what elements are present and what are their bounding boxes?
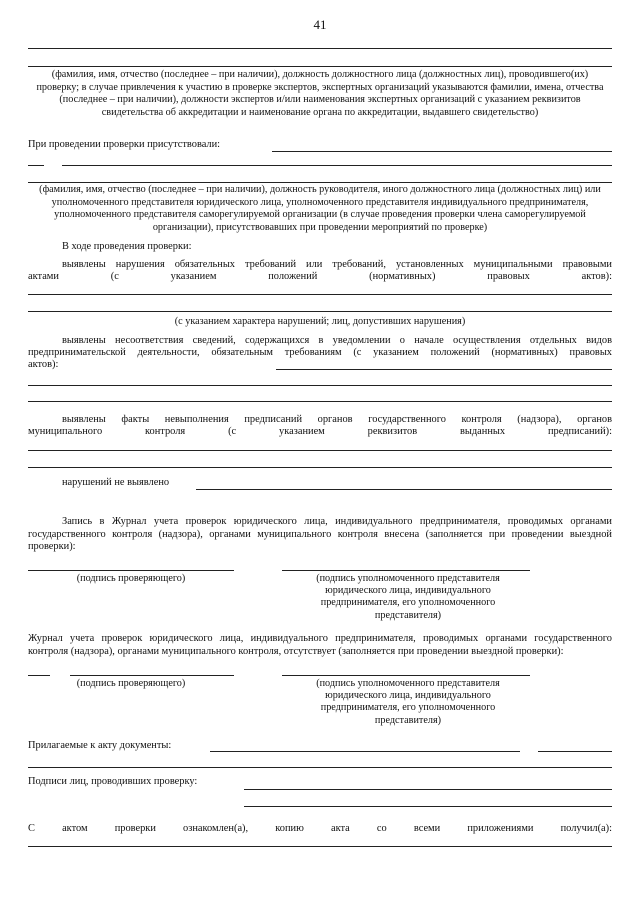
fill-line[interactable] xyxy=(210,751,520,752)
fill-line[interactable] xyxy=(276,369,612,370)
fill-line[interactable] xyxy=(28,182,612,183)
signature-line[interactable] xyxy=(244,806,612,807)
inconsistencies-text-line2: предпринимательской деятельности, обязательным требованиям (с указанием положений (нормативных) правовых xyxy=(28,347,612,358)
no-violations-label: нарушений не выявлено xyxy=(62,477,170,488)
fill-line[interactable] xyxy=(28,294,612,295)
prescriptions-text-line2: муниципального контроля (с указанием реквизитов выданных предписаний): xyxy=(28,426,612,437)
signature-line[interactable] xyxy=(28,570,234,571)
sign-inspector-caption: (подпись проверяющего) xyxy=(76,573,186,584)
caption-inspectors: (фамилия, имя, отчество (последнее – при наличии), должность должностного лица (должностных лиц), проводившего(их) проверку; в случае привлечения к участию в проверке экспертов, экспертных организаций указываются фамилии, имена, отчества (последнее – при наличии), должности экспертов и/или наименования экспертных организаций с указанием реквизитов свидетельства об аккредитации и наименование органа по аккредитации, выдавшего свидетельство) xyxy=(36,69,604,118)
fill-line[interactable] xyxy=(28,385,612,386)
fill-line[interactable] xyxy=(28,401,612,402)
fill-line[interactable] xyxy=(28,846,612,847)
acquainted-text: С актом проверки ознакомлен(а), копию акта со всеми приложениями получил(а): xyxy=(28,823,612,834)
signature-line[interactable] xyxy=(282,675,530,676)
attached-documents-label: Прилагаемые к акту документы: xyxy=(28,740,172,751)
inconsistencies-text-line1: выявлены несоответствия сведений, содержащихся в уведомлении о начале осуществления отдельных видов xyxy=(62,335,612,346)
fill-line[interactable] xyxy=(28,48,612,49)
sign-representative-caption: (подпись уполномоченного представителя юридического лица, индивидуального предпринимателя, его уполномоченного представителя) xyxy=(316,678,500,726)
fill-line[interactable] xyxy=(28,767,612,768)
fill-line[interactable] xyxy=(28,311,612,312)
fill-line[interactable] xyxy=(62,165,612,166)
sign-inspector-caption: (подпись проверяющего) xyxy=(76,678,186,689)
fill-line[interactable] xyxy=(28,467,612,468)
signature-line[interactable] xyxy=(28,675,50,676)
signature-line[interactable] xyxy=(70,675,234,676)
signature-line[interactable] xyxy=(244,789,612,790)
fill-line[interactable] xyxy=(28,165,44,166)
fill-line[interactable] xyxy=(196,489,612,490)
signatures-label: Подписи лиц, проводивших проверку: xyxy=(28,776,198,787)
fill-line[interactable] xyxy=(538,751,612,752)
caption-violations: (с указанием характера нарушений; лиц, допустивших нарушения) xyxy=(174,316,466,327)
caption-present: (фамилия, имя, отчество (последнее – при наличии), должность руководителя, иного должностного лица (должностных лиц) или уполномоченного представителя юридического лица, уполномоченного представителя индивидуального предпринимателя, уполномоченного представителя саморегулируемой организации (в случае проведения проверки члена саморегулируемой организации), присутствовавших при проведении мероприятий по проверке) xyxy=(39,184,601,233)
fill-line[interactable] xyxy=(28,66,612,67)
signature-line[interactable] xyxy=(282,570,530,571)
fill-line[interactable] xyxy=(28,450,612,451)
present-label: При проведении проверки присутствовали: xyxy=(28,139,221,150)
journal-entry-text: Запись в Журнал учета проверок юридического лица, индивидуального предпринимателя, проводимых органами государственного контроля (надзора), органами муниципального контроля внесена (заполняется при проведении выездной проверки): xyxy=(28,516,612,553)
inconsistencies-text-line3: актов): xyxy=(28,359,59,370)
prescriptions-text-line1: выявлены факты невыполнения предписаний органов государственного контроля (надзора), органов xyxy=(62,414,612,425)
page-number: 41 xyxy=(313,17,327,32)
journal-absent-text: Журнал учета проверок юридического лица, индивидуального предпринимателя, проводимых органами государственного контроля (надзора), органами муниципального контроля, отсутствует (заполняется при проведении выездной проверки): xyxy=(28,633,612,657)
violations-text-line2: актами (с указанием положений (нормативных) правовых актов): xyxy=(28,271,612,282)
violations-text-line1: выявлены нарушения обязательных требований или требований, установленных муниципальными правовыми xyxy=(62,259,612,270)
sign-representative-caption: (подпись уполномоченного представителя юридического лица, индивидуального предпринимателя, его уполномоченного представителя) xyxy=(316,573,500,621)
fill-line[interactable] xyxy=(272,151,612,152)
during-label: В ходе проведения проверки: xyxy=(62,241,192,252)
